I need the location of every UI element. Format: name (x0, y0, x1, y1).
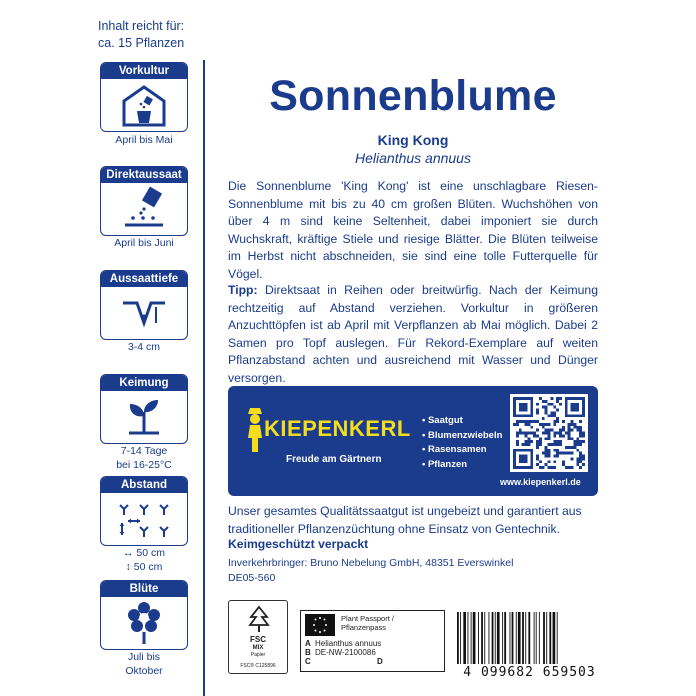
distributor-code: DE05-560 (228, 571, 276, 584)
product-variety: King Kong (377, 132, 449, 148)
tip-paragraph (228, 282, 598, 387)
qr-code (510, 394, 588, 472)
card-keimung-title: Keimung (101, 375, 187, 391)
passport-row-d: D (377, 657, 383, 666)
bluete-period (96, 650, 192, 678)
vorkultur-period: April bis Mai (115, 134, 173, 146)
seedling-icon (121, 396, 167, 438)
bluete-from: Juli bis (127, 651, 161, 663)
tip-label: Tipp: (228, 283, 258, 297)
card-vorkultur-title: Vorkultur (101, 63, 187, 79)
brand-products (422, 414, 502, 472)
brand-product-item: • Blumenzwiebeln (422, 429, 502, 444)
passport-row-a: A Helianthus annuus (305, 639, 382, 648)
brand-name: KIEPENKERL (264, 416, 411, 441)
contents-value: ca. 15 Pflanzen (98, 36, 185, 50)
quality-statement: Unser gesamtes Qualitätssaatgut ist ungebeizt und garantiert aus traditioneller Pflanzenzüchtung ohne Einsatz von Gentechnik. (228, 504, 582, 536)
flower-icon (124, 600, 164, 646)
passport-title (341, 614, 394, 632)
fsc-name: FSC (250, 635, 266, 644)
plant-spacing-icon (114, 497, 174, 541)
eu-flag-icon (305, 614, 335, 636)
fsc-paper: Papier (250, 652, 266, 658)
abstand-info (96, 546, 192, 574)
fsc-tree-icon (247, 605, 271, 633)
barcode (455, 612, 603, 664)
card-bluete (100, 580, 188, 650)
passport-title-en: Plant Passport / (341, 614, 394, 623)
fsc-label (228, 600, 288, 674)
card-abstand (100, 476, 188, 546)
divider-line (203, 60, 205, 696)
kiepenkerl-logo (242, 416, 432, 446)
plant-passport (300, 610, 445, 672)
card-vorkultur (100, 62, 188, 132)
passport-row-c: C (305, 657, 311, 666)
card-direktaussaat (100, 166, 188, 236)
product-description: Die Sonnenblume 'King Kong' ist eine unschlagbare Riesen-Sonnenblume mit bis zu 40 cm großen Blüten. Wuchshöhen von über 4 m sind keine Seltenheit, dabei imponiert sie durch Wuchskraft, kräftige Stiele und riesige Blätter. Die Blüten teilweise im Herbst nicht abschneiden, sie sind eine tolle Futterquelle für Vögel. (228, 179, 598, 281)
product-title: Sonnenblume (269, 72, 557, 120)
aussaattiefe-depth: 3-4 cm (127, 341, 161, 353)
seed-packet-icon (119, 187, 169, 231)
greenhouse-icon (120, 83, 168, 127)
card-keimung (100, 374, 188, 444)
brand-product-item: • Pflanzen (422, 458, 502, 473)
passport-title-de: Pflanzenpass (341, 623, 387, 632)
keimung-days: 7-14 Tage (120, 445, 168, 457)
bluete-to: Oktober (125, 665, 163, 677)
tip-text: Direktsaat in Reihen oder breitwürfig. Nach der Keimung rechtzeitig auf Abstand verziehen. Vorkultur in größeren Anzuchttöpfen ist ab April mit Verpflanzen ab Mai möglich. Dabei 2 Samen pro Topf auslegen. Für Rekord-Exemplare auf weiten Pflanzabstand achten und ausreichend mit Wasser und Dünger versorgen. (228, 283, 598, 385)
card-direktaussaat-title: Direktaussaat (101, 167, 187, 183)
abstand-vertical: ↕ 50 cm (125, 561, 163, 573)
passport-registration: DE-NW-2100086 (315, 648, 376, 657)
card-bluete-title: Blüte (101, 581, 187, 597)
passport-species: Helianthus annuus (315, 639, 382, 648)
product-latin-name: Helianthus annuus (355, 150, 471, 166)
card-aussaattiefe (100, 270, 188, 340)
fsc-code: FSC® C125896 (240, 663, 276, 669)
keimung-info (96, 444, 192, 472)
direktaussaat-period: April bis Juni (114, 237, 174, 249)
brand-product-item: • Saatgut (422, 414, 502, 429)
contents-label: Inhalt reicht für: (98, 19, 185, 33)
card-abstand-title: Abstand (101, 477, 187, 493)
brand-url: www.kiepenkerl.de (500, 477, 581, 487)
distributor-info (228, 556, 513, 585)
brand-banner (228, 386, 598, 496)
passport-row-b: B DE-NW-2100086 (305, 648, 376, 657)
brand-product-item: • Rasensamen (422, 443, 502, 458)
packaging-note: Keimgeschützt verpackt (228, 537, 369, 551)
contents-info (98, 18, 184, 52)
abstand-horizontal: ↔ 50 cm (122, 547, 165, 559)
distributor-name: Inverkehrbringer: Bruno Nebelung GmbH, 48351 Everswinkel (228, 557, 514, 569)
card-aussaattiefe-title: Aussaattiefe (101, 271, 187, 287)
sowing-depth-icon (119, 293, 169, 333)
brand-tagline: Freude am Gärtnern (286, 454, 382, 465)
fsc-mix: MIX (252, 645, 264, 651)
barcode-number: 4 099682 659503 (463, 665, 596, 680)
keimung-temp: bei 16-25°C (116, 459, 172, 471)
